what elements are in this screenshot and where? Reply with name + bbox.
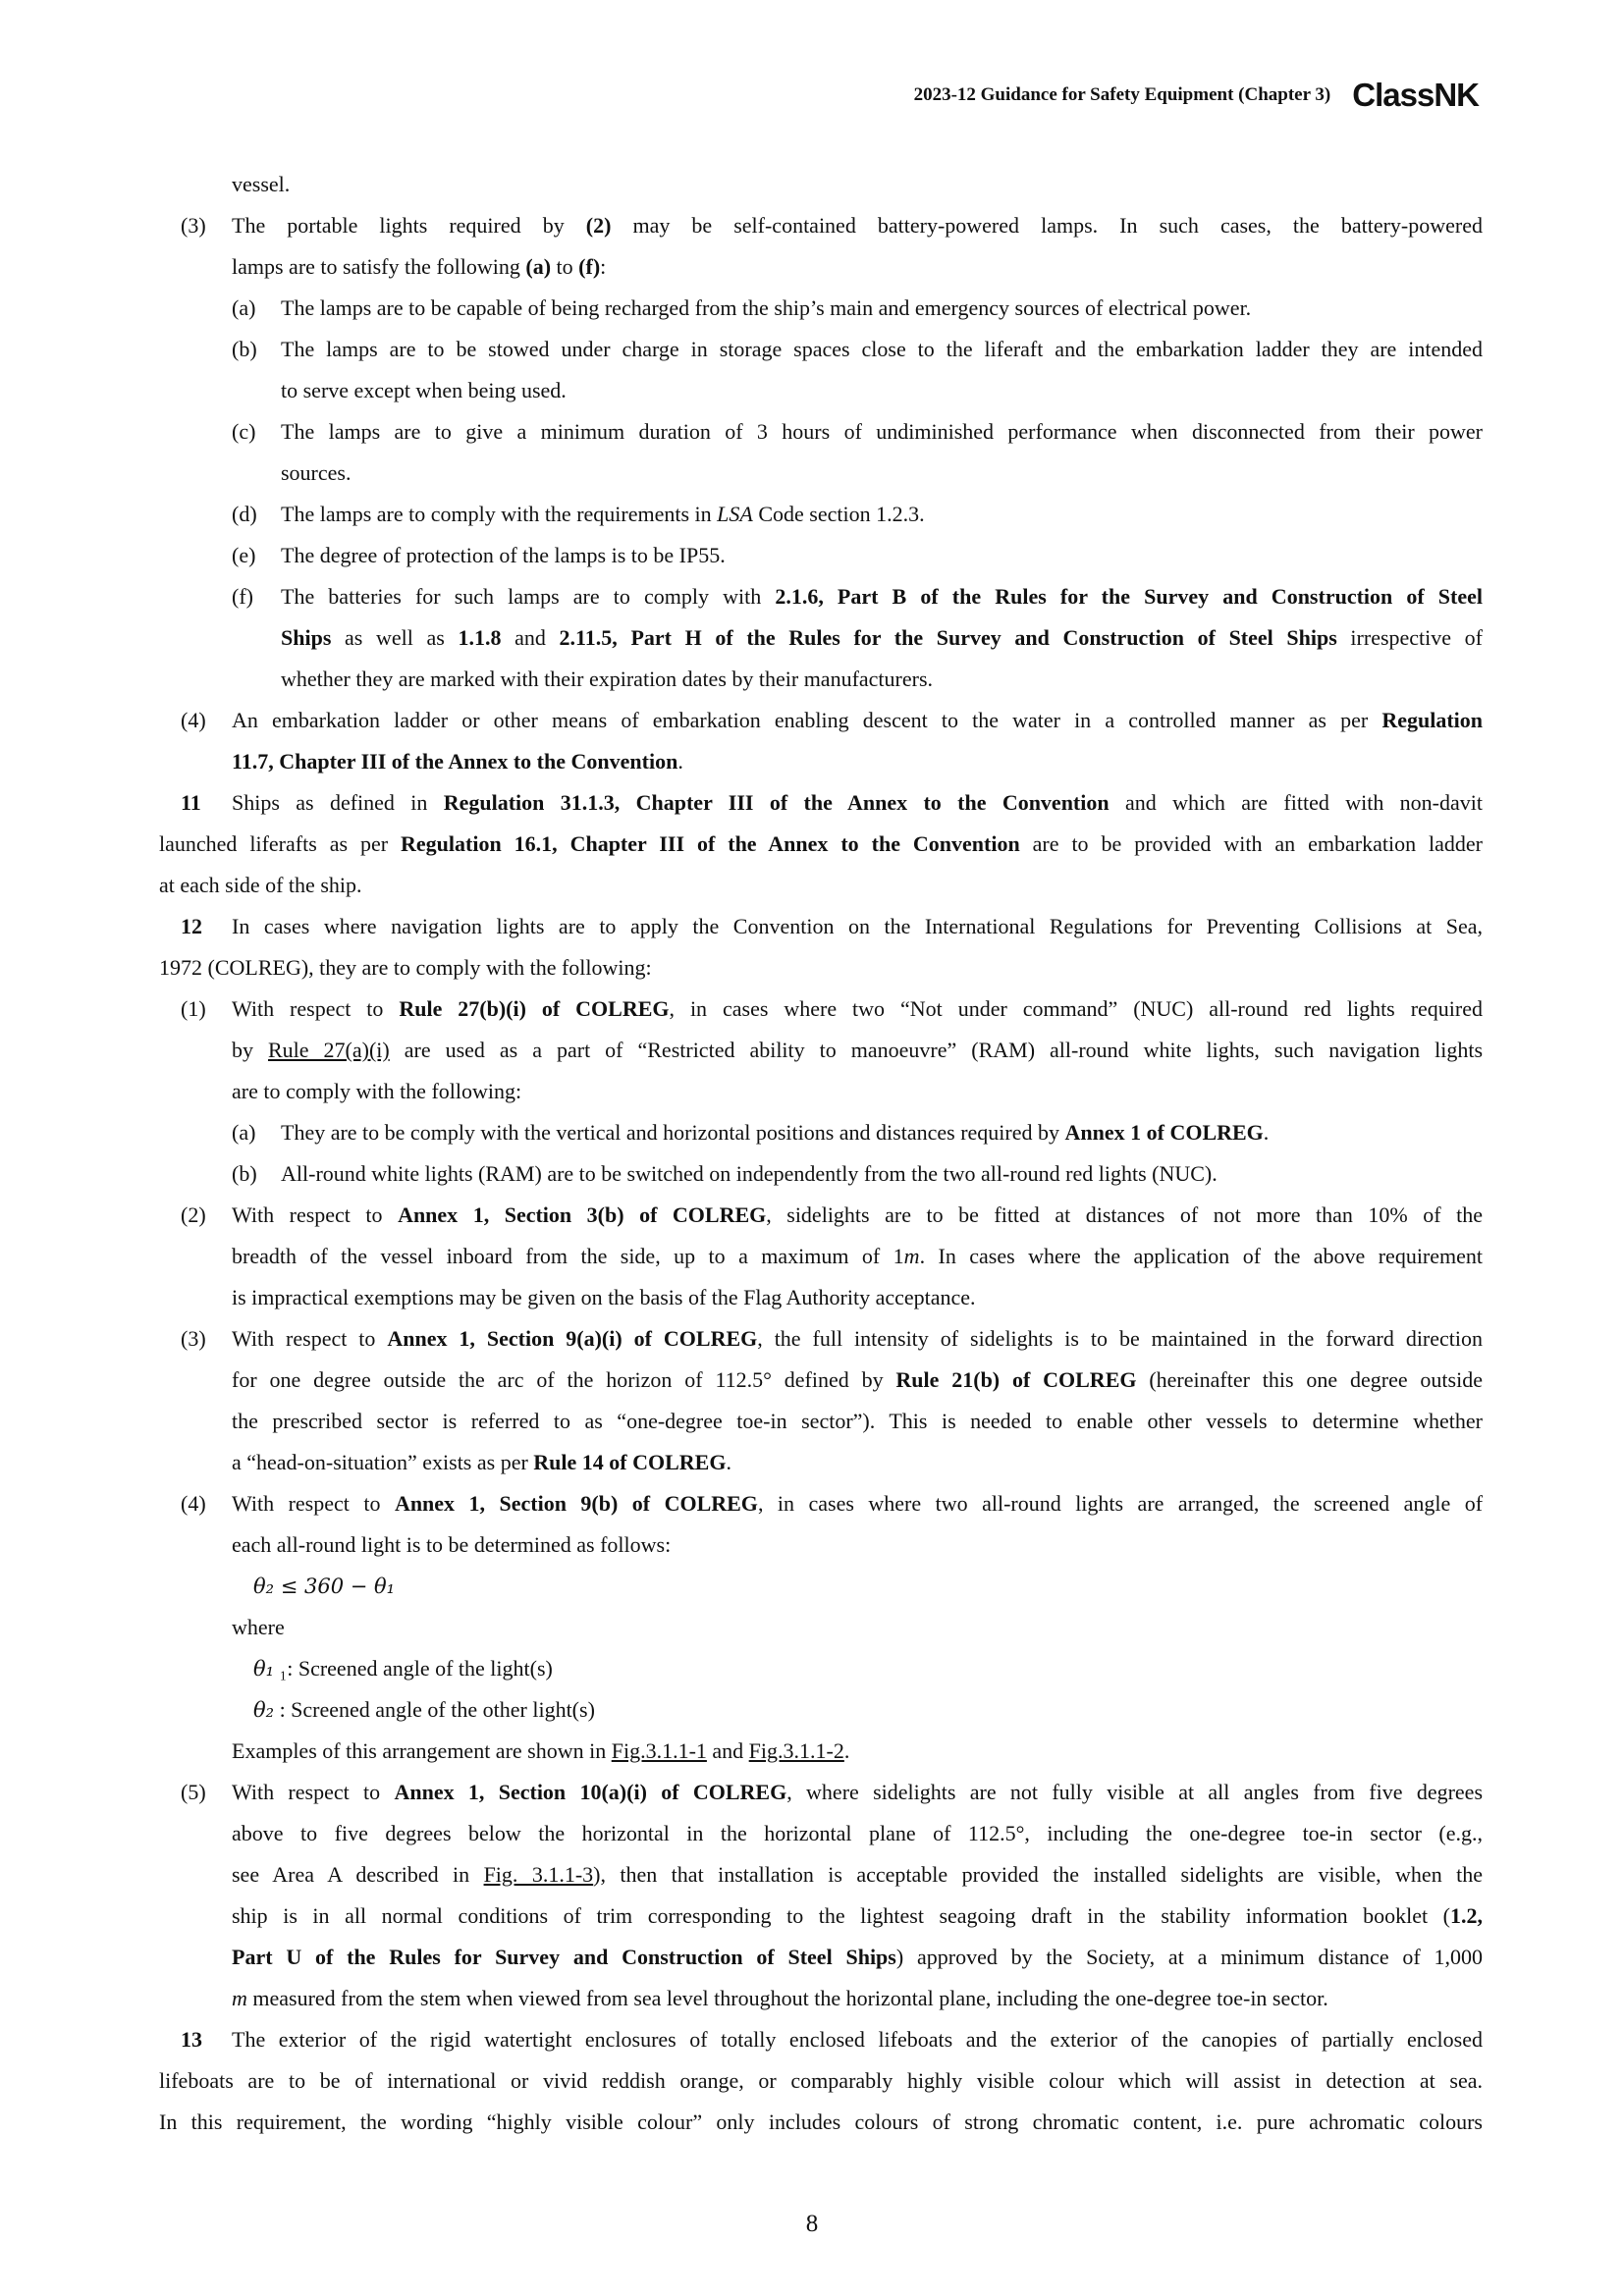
text-line: 11.7, Chapter III of the Annex to the Convention. bbox=[232, 749, 683, 774]
rule-27-link[interactable]: Rule 27(a)(i) bbox=[268, 1038, 390, 1062]
text-line: All-round white lights (RAM) are to be switched on independently from the two all-round red lights (NUC). bbox=[281, 1161, 1218, 1186]
text-line: They are to be comply with the vertical and horizontal positions and distances required by Annex 1 of COLREG. bbox=[281, 1120, 1270, 1145]
text-line: Ships as well as 1.1.8 and 2.11.5, Part H of the Rules for the Survey and Construction of Steel Ships irrespective of bbox=[281, 625, 1484, 650]
text-line: With respect to Rule 27(b)(i) of COLREG, in cases where two “Not under command” (NUC) all-round red lights required bbox=[232, 996, 1483, 1021]
text-line: vessel. bbox=[232, 172, 291, 196]
formula: θ₂ ≤ 360 − θ₁ bbox=[253, 1575, 396, 1598]
text-line: are to comply with the following: bbox=[232, 1079, 522, 1103]
paragraph-number: 11 bbox=[181, 790, 201, 815]
item-number: (c) bbox=[232, 419, 256, 444]
item-number: (1) bbox=[181, 996, 206, 1021]
text-line: at each side of the ship. bbox=[159, 873, 362, 897]
text-line: where bbox=[232, 1615, 285, 1639]
text-line: m measured from the stem when viewed from sea level throughout the horizontal plane, including the one-degree toe-in sector. bbox=[232, 1986, 1328, 2010]
formula-symbol: θ₁ bbox=[253, 1657, 275, 1681]
figure-link[interactable]: Fig.3.1.1-2 bbox=[748, 1738, 844, 1763]
paragraph-number: 12 bbox=[181, 914, 202, 938]
text-line: The lamps are to be capable of being recharged from the ship’s main and emergency sources of electrical power. bbox=[281, 295, 1252, 320]
text-line: The lamps are to give a minimum duration of 3 hours of undiminished performance when disconnected from their power bbox=[281, 419, 1483, 444]
text-line: With respect to Annex 1, Section 10(a)(i) of COLREG, where sidelights are not fully visible at all angles from five degrees bbox=[232, 1780, 1484, 1804]
item-number: (4) bbox=[181, 708, 206, 732]
text-line: a “head-on-situation” exists as per Rule 14 of COLREG. bbox=[232, 1450, 731, 1474]
text-line: With respect to Annex 1, Section 9(b) of COLREG, in cases where two all-round lights are arranged, the screened angle of bbox=[232, 1491, 1484, 1516]
text-line: lamps are to satisfy the following (a) to (f): bbox=[232, 254, 607, 279]
item-number: (a) bbox=[232, 1120, 256, 1145]
text-line: by Rule 27(a)(i) are used as a part of “Restricted ability to manoeuvre” (RAM) all-round white lights, such navigation lights bbox=[232, 1038, 1484, 1062]
page-header bbox=[914, 77, 1479, 114]
text-line: θ₂ : Screened angle of the other light(s) bbox=[253, 1697, 595, 1722]
text-line: θ₁ ₁: Screened angle of the light(s) bbox=[253, 1656, 553, 1681]
text-line: In cases where navigation lights are to apply the Convention on the International Regulations for Preventing Collisions at Sea, bbox=[232, 914, 1483, 938]
item-number: (2) bbox=[181, 1202, 206, 1227]
text-line: for one degree outside the arc of the horizon of 112.5° defined by Rule 21(b) of COLREG (hereinafter this one degree outside bbox=[232, 1367, 1483, 1392]
figure-link[interactable]: Fig. 3.1.1-3 bbox=[483, 1862, 594, 1887]
text-line: Ships as defined in Regulation 31.1.3, Chapter III of the Annex to the Convention and which are fitted with non-davit bbox=[232, 790, 1483, 815]
text-line: Part U of the Rules for Survey and Construction of Steel Ships) approved by the Society, at a minimum distance of 1,000 bbox=[232, 1945, 1483, 1969]
text-line: Examples of this arrangement are shown in Fig.3.1.1-1 and Fig.3.1.1-2. bbox=[232, 1738, 850, 1763]
item-number: (4) bbox=[181, 1491, 206, 1516]
text-line: the prescribed sector is referred to as “one-degree toe-in sector”). This is needed to enable other vessels to determine whether bbox=[232, 1409, 1483, 1433]
text-line: sources. bbox=[281, 460, 352, 485]
item-number: (5) bbox=[181, 1780, 206, 1804]
text-line: launched liferafts as per Regulation 16.1, Chapter III of the Annex to the Convention are to be provided with an embarkation ladder bbox=[159, 831, 1483, 856]
item-number: (b) bbox=[232, 337, 257, 361]
item-number: (a) bbox=[232, 295, 256, 320]
item-number: (f) bbox=[232, 584, 253, 609]
text-line: The exterior of the rigid watertight enclosures of totally enclosed lifeboats and the exterior of the canopies of partially enclosed bbox=[232, 2027, 1483, 2052]
text-line: whether they are marked with their expiration dates by their manufacturers. bbox=[281, 667, 934, 691]
classnk-logo: ClassNK bbox=[1352, 77, 1479, 113]
text-line: each all-round light is to be determined as follows: bbox=[232, 1532, 672, 1557]
item-number: (d) bbox=[232, 502, 257, 526]
text-line: An embarkation ladder or other means of embarkation enabling descent to the water in a controlled manner as per Regulation bbox=[232, 708, 1483, 732]
text-line: The portable lights required by (2) may be self-contained battery-powered lamps. In such cases, the battery-powered bbox=[232, 213, 1483, 238]
text-line: The lamps are to comply with the requirements in LSA Code section 1.2.3. bbox=[281, 502, 925, 526]
text-line: The degree of protection of the lamps is to be IP55. bbox=[281, 543, 726, 567]
figure-link[interactable]: Fig.3.1.1-1 bbox=[611, 1738, 707, 1763]
text-line: see Area A described in Fig. 3.1.1-3), then that installation is acceptable provided the installed sidelights are visible, when the bbox=[232, 1862, 1483, 1887]
text-line: breadth of the vessel inboard from the side, up to a maximum of 1m. In cases where the application of the above requirement bbox=[232, 1244, 1484, 1268]
paragraph-number: 13 bbox=[181, 2027, 202, 2052]
text-line: With respect to Annex 1, Section 3(b) of COLREG, sidelights are to be fitted at distances of not more than 10% of the bbox=[232, 1202, 1483, 1227]
document-title: 2023-12 Guidance for Safety Equipment (Chapter 3) bbox=[913, 84, 1331, 105]
text-line: above to five degrees below the horizontal in the horizontal plane of 112.5°, including the one-degree toe-in sector (e.g., bbox=[232, 1821, 1483, 1845]
text-line: ship is in all normal conditions of trim corresponding to the lightest seagoing draft in the stability information booklet (1.2, bbox=[232, 1903, 1483, 1928]
item-number: (b) bbox=[232, 1161, 257, 1186]
text-line: to serve except when being used. bbox=[281, 378, 567, 402]
text-line: In this requirement, the wording “highly visible colour” only includes colours of strong chromatic content, i.e. pure achromatic colours bbox=[159, 2109, 1483, 2134]
item-number: (3) bbox=[181, 1326, 206, 1351]
item-number: (e) bbox=[232, 543, 256, 567]
text-line: The lamps are to be stowed under charge in storage spaces close to the liferaft and the embarkation ladder they are intended bbox=[281, 337, 1483, 361]
text-line: lifeboats are to be of international or vivid reddish orange, or comparably highly visible colour which will assist in detection at sea. bbox=[159, 2068, 1483, 2093]
text-line: The batteries for such lamps are to comply with 2.1.6, Part B of the Rules for the Survey and Construction of Steel bbox=[281, 584, 1484, 609]
formula-symbol: θ₂ bbox=[253, 1698, 275, 1722]
text-line: With respect to Annex 1, Section 9(a)(i) of COLREG, the full intensity of sidelights is to be maintained in the forward direction bbox=[232, 1326, 1484, 1351]
page-number: 8 bbox=[805, 2211, 819, 2237]
text-line: is impractical exemptions may be given on the basis of the Flag Authority acceptance. bbox=[232, 1285, 976, 1309]
text-line: 1972 (COLREG), they are to comply with the following: bbox=[159, 955, 652, 980]
item-number: (3) bbox=[181, 213, 206, 238]
